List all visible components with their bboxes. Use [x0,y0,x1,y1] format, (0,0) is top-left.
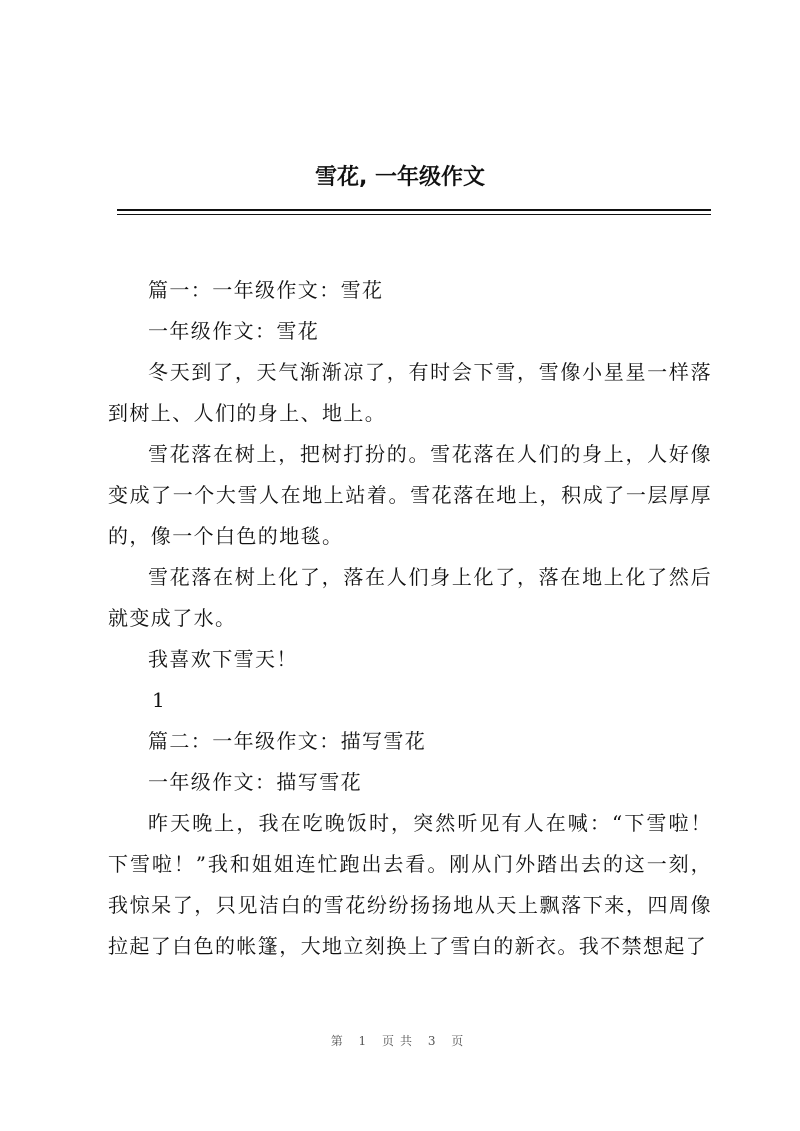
paragraph: 雪花落在树上，把树打扮的。雪花落在人们的身上，人好像变成了一个大雪人在地上站着。雪花落在地上，积成了一层厚厚的，像一个白色的地毯。 [108,442,712,548]
paragraph: 昨天晚上，我在吃晚饭时，突然听见有人在喊：“下雪啦！下雪啦！”我和姐姐连忙跑出去看。刚从门外踏出去的这一刻，我惊呆了，只见洁白的雪花纷纷扬扬地从天上飘落下来，四周像拉起了白色的帐篷，大地立刻换上了雪白的新衣。我不禁想起了 [108,811,712,958]
essay-title: 一年级作文：雪花 [148,319,320,343]
paragraph: 雪花落在树上化了，落在人们身上化了，落在地上化了然后就变成了水。 [108,565,712,630]
page-footer: 第 1 页共 3 页 [330,1034,470,1048]
essay-title: 一年级作文：描写雪花 [148,770,362,794]
document-title: 雪花, 一年级作文 [314,165,486,190]
document-body [108,270,712,967]
title-rule-thick [117,209,711,211]
section-number: 1 [152,688,165,712]
title-rule-thin [117,214,711,215]
paragraph: 冬天到了，天气渐渐凉了，有时会下雪，雪像小星星一样落到树上、人们的身上、地上。 [108,360,712,425]
section-heading: 篇一：一年级作文：雪花 [148,278,384,302]
paragraph: 我喜欢下雪天！ [148,647,298,671]
section-heading: 篇二：一年级作文：描写雪花 [148,729,427,753]
